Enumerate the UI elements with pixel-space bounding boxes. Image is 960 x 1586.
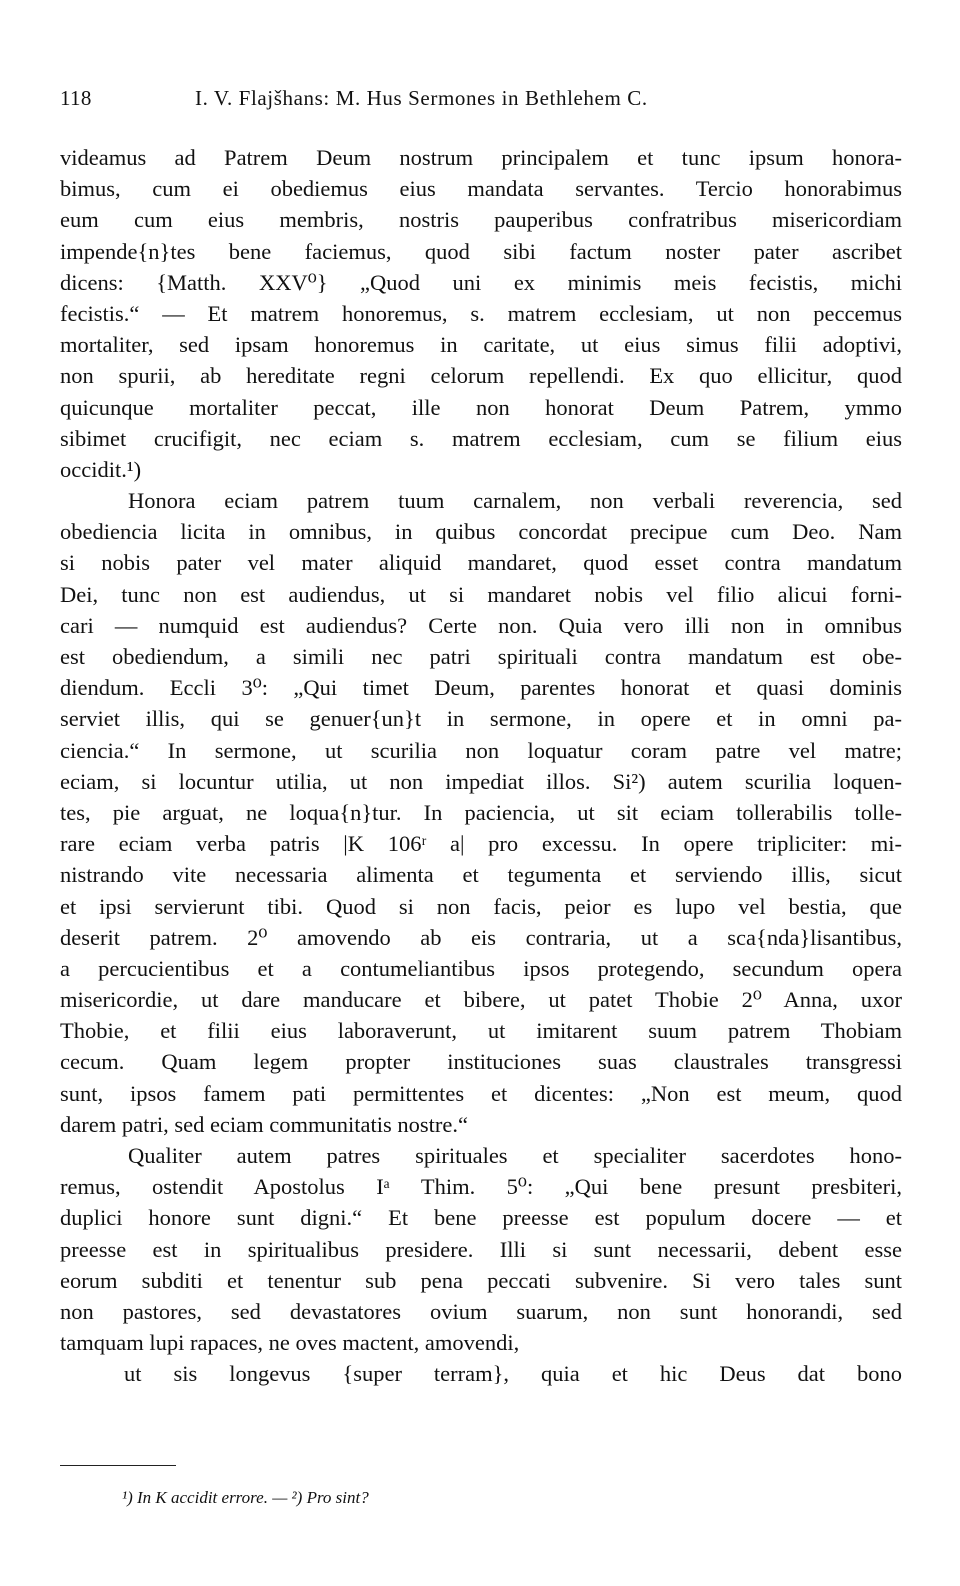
- text-line: remus, ostendit Apostolus Iᵃ Thim. 5⁰: „Qui bene presunt presbiteri,: [60, 1174, 902, 1200]
- text-line: serviet illis, qui se genuer{un}t in sermone, in opere et in omni pa-: [60, 706, 902, 732]
- body-text: [60, 142, 902, 1390]
- text-line: bimus, cum ei obediemus eius mandata servantes. Tercio honorabimus: [60, 176, 902, 202]
- paragraph-start-line: Honora eciam patrem tuum carnalem, non verbali reverencia, sed: [128, 488, 902, 514]
- text-line: et ipsi servierunt tibi. Quod si non facis, peior es lupo vel bestia, que: [60, 893, 902, 919]
- text-line: duplici honore sunt digni.“ Et bene preesse est populum docere — et: [60, 1205, 902, 1231]
- text-line: sunt, ipsos famem pati permittentes et dicentes: „Non est meum, quod: [60, 1080, 902, 1106]
- text-line: nistrando vite necessaria alimenta et tegumenta et serviendo illis, sicut: [60, 862, 902, 888]
- running-header: [60, 86, 900, 120]
- page-number: 118: [60, 86, 92, 110]
- text-line: non pastores, sed devastatores ovium suarum, non sunt honorandi, sed: [60, 1298, 902, 1324]
- text-line: diendum. Eccli 3⁰: „Qui timet Deum, parentes honorat et quasi dominis: [60, 675, 902, 701]
- text-line: eciam, si locuntur utilia, ut non impediat illos. Si²) autem scurilia loquen-: [60, 768, 902, 794]
- text-line: eorum subditi et tenentur sub pena peccati subvenire. Si vero tales sunt: [60, 1267, 902, 1293]
- text-line: eum cum eius membris, nostris pauperibus confratribus misericordiam: [60, 207, 902, 233]
- text-line: impende{n}tes bene faciemus, quod sibi factum noster pater ascribet: [60, 238, 902, 264]
- text-line: cari — numquid est audiendus? Certe non. Quia vero illi non in omnibus: [60, 612, 902, 638]
- paragraph-start-line: Qualiter autem patres spirituales et specialiter sacerdotes hono-: [128, 1143, 902, 1168]
- text-line: fecistis.“ — Et matrem honoremus, s. matrem ecclesiam, ut non peccemus: [60, 300, 902, 326]
- footnote-rule: [60, 1465, 176, 1466]
- text-line: ut sis longevus {super terram}, quia et hic Deus dat bono: [124, 1361, 902, 1387]
- text-line: ciencia.“ In sermone, ut scurilia non loquatur coram patre vel matre;: [60, 737, 902, 763]
- text-line: Dei, tunc non est audiendus, ut si mandaret nobis vel filio alicui forni-: [60, 581, 902, 607]
- text-line: tamquam lupi rapaces, ne oves mactent, amovendi,: [60, 1330, 520, 1356]
- text-line: obediencia licita in omnibus, in quibus concordat precipue cum Deo. Nam: [60, 519, 902, 545]
- text-line: Thobie, et filii eius laboraverunt, ut imitarent suum patrem Thobiam: [60, 1018, 902, 1044]
- running-title: I. V. Flajšhans: M. Hus Sermones in Bethlehem C.: [195, 86, 648, 110]
- text-line: misericordie, ut dare manducare et bibere, ut patet Thobie 2⁰ Anna, uxor: [60, 987, 902, 1013]
- text-line: darem patri, sed eciam communitatis nostre.“: [60, 1111, 468, 1137]
- text-line: tes, pie arguat, ne loqua{n}tur. In paciencia, ut sit eciam tollerabilis tolle-: [60, 799, 902, 825]
- footnote: ¹) In K accidit errore. — ²) Pro sint?: [122, 1488, 369, 1507]
- text-line: deserit patrem. 2⁰ amovendo ab eis contraria, ut a sca{nda}lisantibus,: [60, 924, 902, 950]
- text-line: occidit.¹): [60, 456, 142, 482]
- text-line: cecum. Quam legem propter instituciones suas claustrales transgressi: [60, 1049, 902, 1075]
- text-line: a percucientibus et a contumeliantibus ipsos protegendo, secundum opera: [60, 955, 902, 981]
- text-line: sibimet crucifigit, nec eciam s. matrem ecclesiam, cum se filium eius: [60, 425, 902, 451]
- text-line: quicunque mortaliter peccat, ille non honorat Deum Patrem, ymmo: [60, 394, 902, 420]
- text-line: si nobis pater vel mater aliquid mandaret, quod esset contra mandatum: [60, 550, 902, 576]
- text-line: non spurii, ab hereditate regni celorum repellendi. Ex quo ellicitur, quod: [60, 363, 902, 389]
- text-line: est obediendum, a simili nec patri spirituali contra mandatum est obe-: [60, 644, 902, 669]
- text-line: rare eciam verba patris |K 106ʳ a| pro excessu. In opere tripliciter: mi-: [60, 831, 902, 857]
- text-line: videamus ad Patrem Deum nostrum principalem et tunc ipsum honora-: [60, 145, 902, 170]
- text-line: preesse est in spiritualibus presidere. Illi si sunt necessarii, debent esse: [60, 1236, 902, 1262]
- text-line: mortaliter, sed ipsam honoremus in caritate, ut eius simus filii adoptivi,: [60, 332, 902, 358]
- text-line: dicens: {Matth. XXV⁰} „Quod uni ex minimis meis fecistis, michi: [60, 269, 902, 295]
